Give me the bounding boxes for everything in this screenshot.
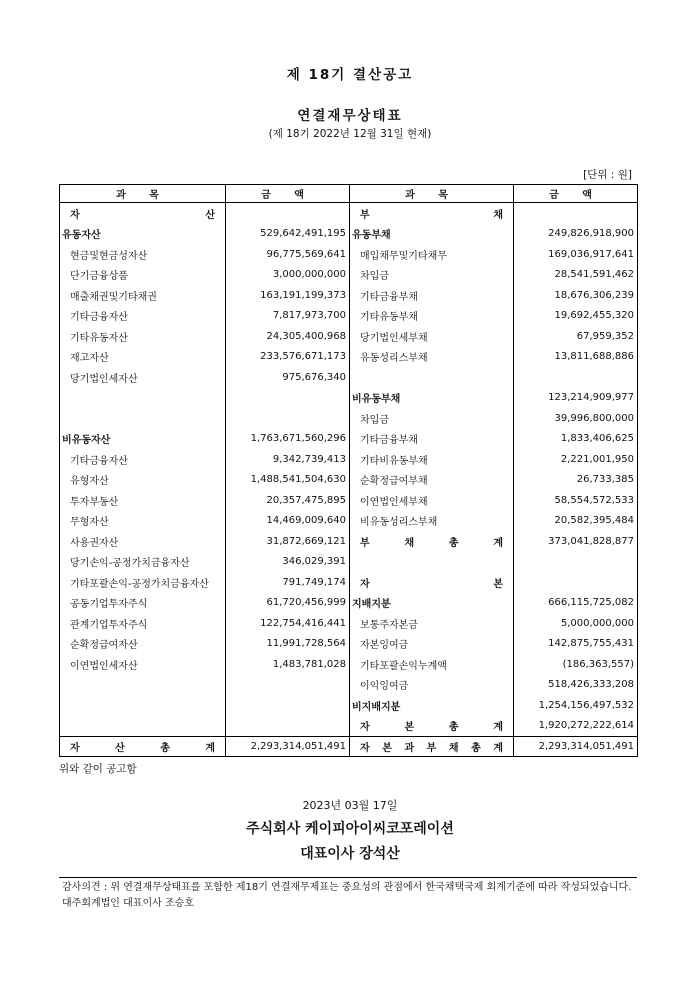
header-amount-right: 금 액 <box>514 185 638 203</box>
cell-amount-right: 666,115,725,082 <box>514 593 638 614</box>
cell-amount-right: 249,826,918,900 <box>514 224 638 245</box>
cell-amount-right: 39,996,800,000 <box>514 408 638 429</box>
cell-account-right: 이연법인세부채 <box>350 490 514 511</box>
cell-amount-left: 96,775,569,641 <box>226 244 350 265</box>
cell-account-left: 당기손익-공정가치금융자산 <box>60 552 226 573</box>
cell-amount-right: 1,254,156,497,532 <box>514 695 638 716</box>
cell-amount-left: 20,357,475,895 <box>226 490 350 511</box>
cell-account-left <box>60 408 226 429</box>
table-row <box>60 470 638 491</box>
table-row <box>60 429 638 450</box>
cell-amount-left: 122,754,416,441 <box>226 613 350 634</box>
cell-account-left: 기타포괄손익-공정가치금융자산 <box>60 572 226 593</box>
cell-amount-right: 18,676,306,239 <box>514 285 638 306</box>
cell-account-left <box>60 737 226 757</box>
notice-title: 제 18기 결산공고 <box>286 67 414 83</box>
cell-amount-right: 169,036,917,641 <box>514 244 638 265</box>
spaced-label: 자 본 <box>360 578 503 590</box>
cell-account-right: 비유동부채 <box>350 388 514 409</box>
as-of-date: (제 18기 2022년 12월 31일 현재) <box>268 128 432 140</box>
cell-account-right <box>350 572 514 593</box>
cell-account-right: 차입금 <box>350 408 514 429</box>
audit-opinion: 감사의견 : 위 연결재무상태표를 포함한 제18기 연결재무제표는 중요성의 관점에서 한국채택국제 회계기준에 따라 작성되었습니다. 대주회계법인 대표이사 조승호 <box>62 882 632 909</box>
spaced-label: 자 본 총 계 <box>360 722 503 734</box>
cell-amount-right: (186,363,557) <box>514 654 638 675</box>
cell-account-left: 이연법인세자산 <box>60 654 226 675</box>
table-row <box>60 654 638 675</box>
cell-account-left: 유형자산 <box>60 470 226 491</box>
table-row <box>60 613 638 634</box>
cell-amount-left: 3,000,000,000 <box>226 265 350 286</box>
cell-amount-right <box>514 203 638 224</box>
cell-amount-right <box>514 552 638 573</box>
cell-amount-left: 233,576,671,173 <box>226 347 350 368</box>
table-row <box>60 675 638 696</box>
cell-amount-left: 31,872,669,121 <box>226 531 350 552</box>
cell-amount-left <box>226 675 350 696</box>
table-row <box>60 552 638 573</box>
cell-account-left <box>60 203 226 224</box>
cell-account-left: 비유동자산 <box>60 429 226 450</box>
cell-amount-right: 20,582,395,484 <box>514 511 638 532</box>
cell-amount-left: 529,642,491,195 <box>226 224 350 245</box>
cell-account-right: 순확정급여부채 <box>350 470 514 491</box>
spaced-label: 부 채 <box>360 209 503 221</box>
cell-amount-left <box>226 388 350 409</box>
table-row <box>60 326 638 347</box>
cell-amount-left: 163,191,199,373 <box>226 285 350 306</box>
cell-amount-left: 24,305,400,968 <box>226 326 350 347</box>
cell-account-left: 사용권자산 <box>60 531 226 552</box>
table-row <box>60 408 638 429</box>
cell-amount-left <box>226 716 350 737</box>
table-row <box>60 695 638 716</box>
table-row <box>60 449 638 470</box>
cell-amount-left: 975,676,340 <box>226 367 350 388</box>
cell-account-right: 비유동성리스부채 <box>350 511 514 532</box>
cell-account-right: 당기법인세부채 <box>350 326 514 347</box>
cell-account-left: 기타금융자산 <box>60 449 226 470</box>
spaced-label: 자 산 <box>70 209 215 221</box>
cell-amount-right: 28,541,591,462 <box>514 265 638 286</box>
cell-account-left <box>60 388 226 409</box>
table-row <box>60 203 638 224</box>
header-account-left: 과 목 <box>60 185 226 203</box>
table-body <box>60 203 638 757</box>
notice-date: 2023년 03월 17일 <box>302 799 398 812</box>
spaced-label: 부 채 총 계 <box>360 537 503 549</box>
cell-account-right <box>350 716 514 737</box>
cell-account-right <box>350 203 514 224</box>
cell-amount-right: 1,920,272,222,614 <box>514 716 638 737</box>
cell-account-left: 기타금융자산 <box>60 306 226 327</box>
cell-amount-left: 11,991,728,564 <box>226 634 350 655</box>
divider <box>59 877 637 878</box>
table-row <box>60 347 638 368</box>
cell-amount-left: 1,483,781,028 <box>226 654 350 675</box>
cell-account-left: 매출채권및기타채권 <box>60 285 226 306</box>
cell-account-left: 당기법인세자산 <box>60 367 226 388</box>
cell-amount-right <box>514 367 638 388</box>
statement-title: 연결재무상태표 <box>297 108 403 124</box>
notice-text: 위와 같이 공고함 <box>59 763 137 775</box>
cell-amount-left: 2,293,314,051,491 <box>226 737 350 757</box>
cell-amount-right: 2,293,314,051,491 <box>514 737 638 757</box>
cell-amount-right: 518,426,333,208 <box>514 675 638 696</box>
cell-amount-left <box>226 695 350 716</box>
cell-amount-left: 1,488,541,504,630 <box>226 470 350 491</box>
table-row <box>60 572 638 593</box>
table-row <box>60 285 638 306</box>
table-row <box>60 593 638 614</box>
cell-account-left: 기타유동자산 <box>60 326 226 347</box>
cell-account-left: 공동기업투자주식 <box>60 593 226 614</box>
cell-account-right <box>350 367 514 388</box>
cell-amount-left: 791,749,174 <box>226 572 350 593</box>
cell-amount-right: 142,875,755,431 <box>514 634 638 655</box>
cell-account-right: 기타금융부채 <box>350 285 514 306</box>
table-row <box>60 634 638 655</box>
table-row <box>60 367 638 388</box>
cell-account-left: 무형자산 <box>60 511 226 532</box>
cell-account-right: 지배지분 <box>350 593 514 614</box>
cell-account-right: 비지배지분 <box>350 695 514 716</box>
cell-account-left <box>60 675 226 696</box>
table-row <box>60 388 638 409</box>
cell-account-right <box>350 552 514 573</box>
cell-account-right: 유동성리스부채 <box>350 347 514 368</box>
total-row <box>60 737 638 757</box>
table-row <box>60 224 638 245</box>
cell-account-right: 매입채무및기타채무 <box>350 244 514 265</box>
balance-sheet-table <box>59 184 638 757</box>
cell-amount-right: 58,554,572,533 <box>514 490 638 511</box>
cell-amount-left <box>226 203 350 224</box>
cell-account-left <box>60 716 226 737</box>
cell-amount-right: 67,959,352 <box>514 326 638 347</box>
cell-amount-left: 346,029,391 <box>226 552 350 573</box>
unit-label: [단위 : 원] <box>583 169 632 181</box>
spaced-label: 자 본 과 부 채 총 계 <box>360 743 503 754</box>
cell-amount-left: 14,469,009,640 <box>226 511 350 532</box>
company-name: 주식회사 케이피아이씨코포레이션 <box>246 821 454 837</box>
table-row <box>60 265 638 286</box>
cell-account-right: 자본잉여금 <box>350 634 514 655</box>
cell-account-right: 보통주자본금 <box>350 613 514 634</box>
spaced-label: 자 산 총 계 <box>70 743 215 754</box>
table-row <box>60 531 638 552</box>
cell-account-left: 재고자산 <box>60 347 226 368</box>
cell-account-right: 기타비유동부채 <box>350 449 514 470</box>
table-row <box>60 244 638 265</box>
cell-account-right: 기타유동부채 <box>350 306 514 327</box>
cell-amount-left: 61,720,456,999 <box>226 593 350 614</box>
cell-amount-left: 7,817,973,700 <box>226 306 350 327</box>
cell-account-right: 이익잉여금 <box>350 675 514 696</box>
table-row <box>60 716 638 737</box>
cell-account-left: 투자부동산 <box>60 490 226 511</box>
cell-account-right: 차입금 <box>350 265 514 286</box>
cell-account-right <box>350 531 514 552</box>
ceo-name: 대표이사 장석산 <box>300 846 400 862</box>
cell-account-right: 기타금융부채 <box>350 429 514 450</box>
table-row <box>60 490 638 511</box>
cell-account-left: 관계기업투자주식 <box>60 613 226 634</box>
cell-account-right: 유동부채 <box>350 224 514 245</box>
table-row <box>60 511 638 532</box>
cell-amount-left <box>226 408 350 429</box>
cell-amount-right: 5,000,000,000 <box>514 613 638 634</box>
cell-amount-right: 19,692,455,320 <box>514 306 638 327</box>
cell-amount-left: 1,763,671,560,296 <box>226 429 350 450</box>
cell-account-left: 유동자산 <box>60 224 226 245</box>
header-account-right: 과 목 <box>350 185 514 203</box>
cell-amount-right: 13,811,688,886 <box>514 347 638 368</box>
table-row <box>60 306 638 327</box>
cell-amount-right: 123,214,909,977 <box>514 388 638 409</box>
cell-account-right: 기타포괄손익누계액 <box>350 654 514 675</box>
cell-account-left <box>60 695 226 716</box>
cell-amount-right: 2,221,001,950 <box>514 449 638 470</box>
cell-amount-right: 1,833,406,625 <box>514 429 638 450</box>
table-header-row <box>60 185 638 203</box>
cell-amount-right: 26,733,385 <box>514 470 638 491</box>
cell-amount-right <box>514 572 638 593</box>
cell-account-left: 순확정급여자산 <box>60 634 226 655</box>
cell-amount-right: 373,041,828,877 <box>514 531 638 552</box>
cell-amount-left: 9,342,739,413 <box>226 449 350 470</box>
cell-account-left: 현금및현금성자산 <box>60 244 226 265</box>
cell-account-left: 단기금융상품 <box>60 265 226 286</box>
header-amount-left: 금 액 <box>226 185 350 203</box>
cell-account-right <box>350 737 514 757</box>
